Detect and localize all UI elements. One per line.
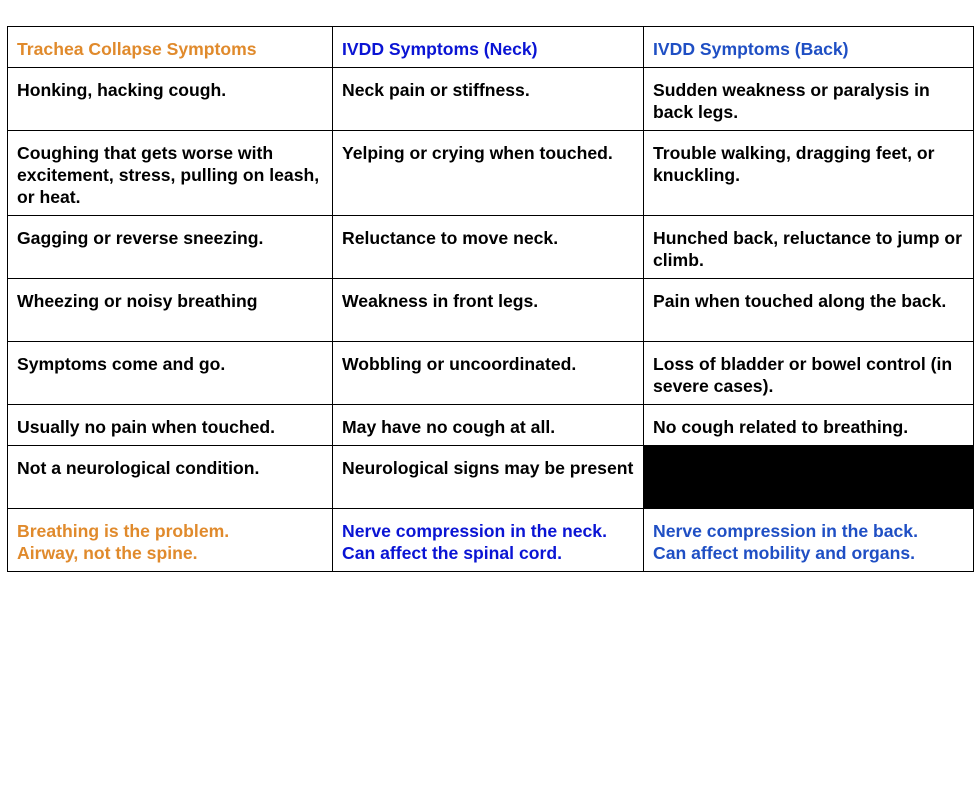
table-cell: Symptoms come and go. xyxy=(8,342,333,405)
header-ivdd-neck: IVDD Symptoms (Neck) xyxy=(333,27,644,68)
table-cell: Sudden weakness or paralysis in back legs. xyxy=(644,68,974,131)
table-cell: Gagging or reverse sneezing. xyxy=(8,216,333,279)
table-row xyxy=(8,405,974,446)
table-cell: No cough related to breathing. xyxy=(644,405,974,446)
table-cell: Loss of bladder or bowel control (in severe cases). xyxy=(644,342,974,405)
table-cell: Honking, hacking cough. xyxy=(8,68,333,131)
summary-line: Can affect the spinal cord. xyxy=(342,543,562,563)
table-cell: Yelping or crying when touched. xyxy=(333,131,644,216)
summary-line: Can affect mobility and organs. xyxy=(653,543,915,563)
table-row xyxy=(8,342,974,405)
table-row xyxy=(8,216,974,279)
summary-ivdd-neck xyxy=(333,509,644,572)
table-row xyxy=(8,446,974,509)
summary-line: Nerve compression in the back. xyxy=(653,521,918,541)
header-ivdd-back: IVDD Symptoms (Back) xyxy=(644,27,974,68)
summary-trachea xyxy=(8,509,333,572)
table-cell: Coughing that gets worse with excitement, stress, pulling on leash, or heat. xyxy=(8,131,333,216)
table-cell: Neurological signs may be present xyxy=(333,446,644,509)
summary-line: Breathing is the problem. xyxy=(17,521,230,541)
table-row xyxy=(8,279,974,342)
table-cell: Pain when touched along the back. xyxy=(644,279,974,342)
table-cell: Weakness in front legs. xyxy=(333,279,644,342)
summary-line: Airway, not the spine. xyxy=(17,543,198,563)
table-cell: Hunched back, reluctance to jump or climb. xyxy=(644,216,974,279)
symptoms-comparison-table xyxy=(7,26,974,572)
table-cell: Usually no pain when touched. xyxy=(8,405,333,446)
table-cell: Wobbling or uncoordinated. xyxy=(333,342,644,405)
table-cell: Reluctance to move neck. xyxy=(333,216,644,279)
table-cell: Neck pain or stiffness. xyxy=(333,68,644,131)
table-row xyxy=(8,131,974,216)
header-trachea: Trachea Collapse Symptoms xyxy=(8,27,333,68)
redacted-cell xyxy=(644,446,974,509)
header-row xyxy=(8,27,974,68)
table-row xyxy=(8,68,974,131)
table-cell: Wheezing or noisy breathing xyxy=(8,279,333,342)
table-cell: Not a neurological condition. xyxy=(8,446,333,509)
summary-line: Nerve compression in the neck. xyxy=(342,521,607,541)
table-cell: May have no cough at all. xyxy=(333,405,644,446)
table-cell: Trouble walking, dragging feet, or knuckling. xyxy=(644,131,974,216)
summary-ivdd-back xyxy=(644,509,974,572)
summary-row xyxy=(8,509,974,572)
